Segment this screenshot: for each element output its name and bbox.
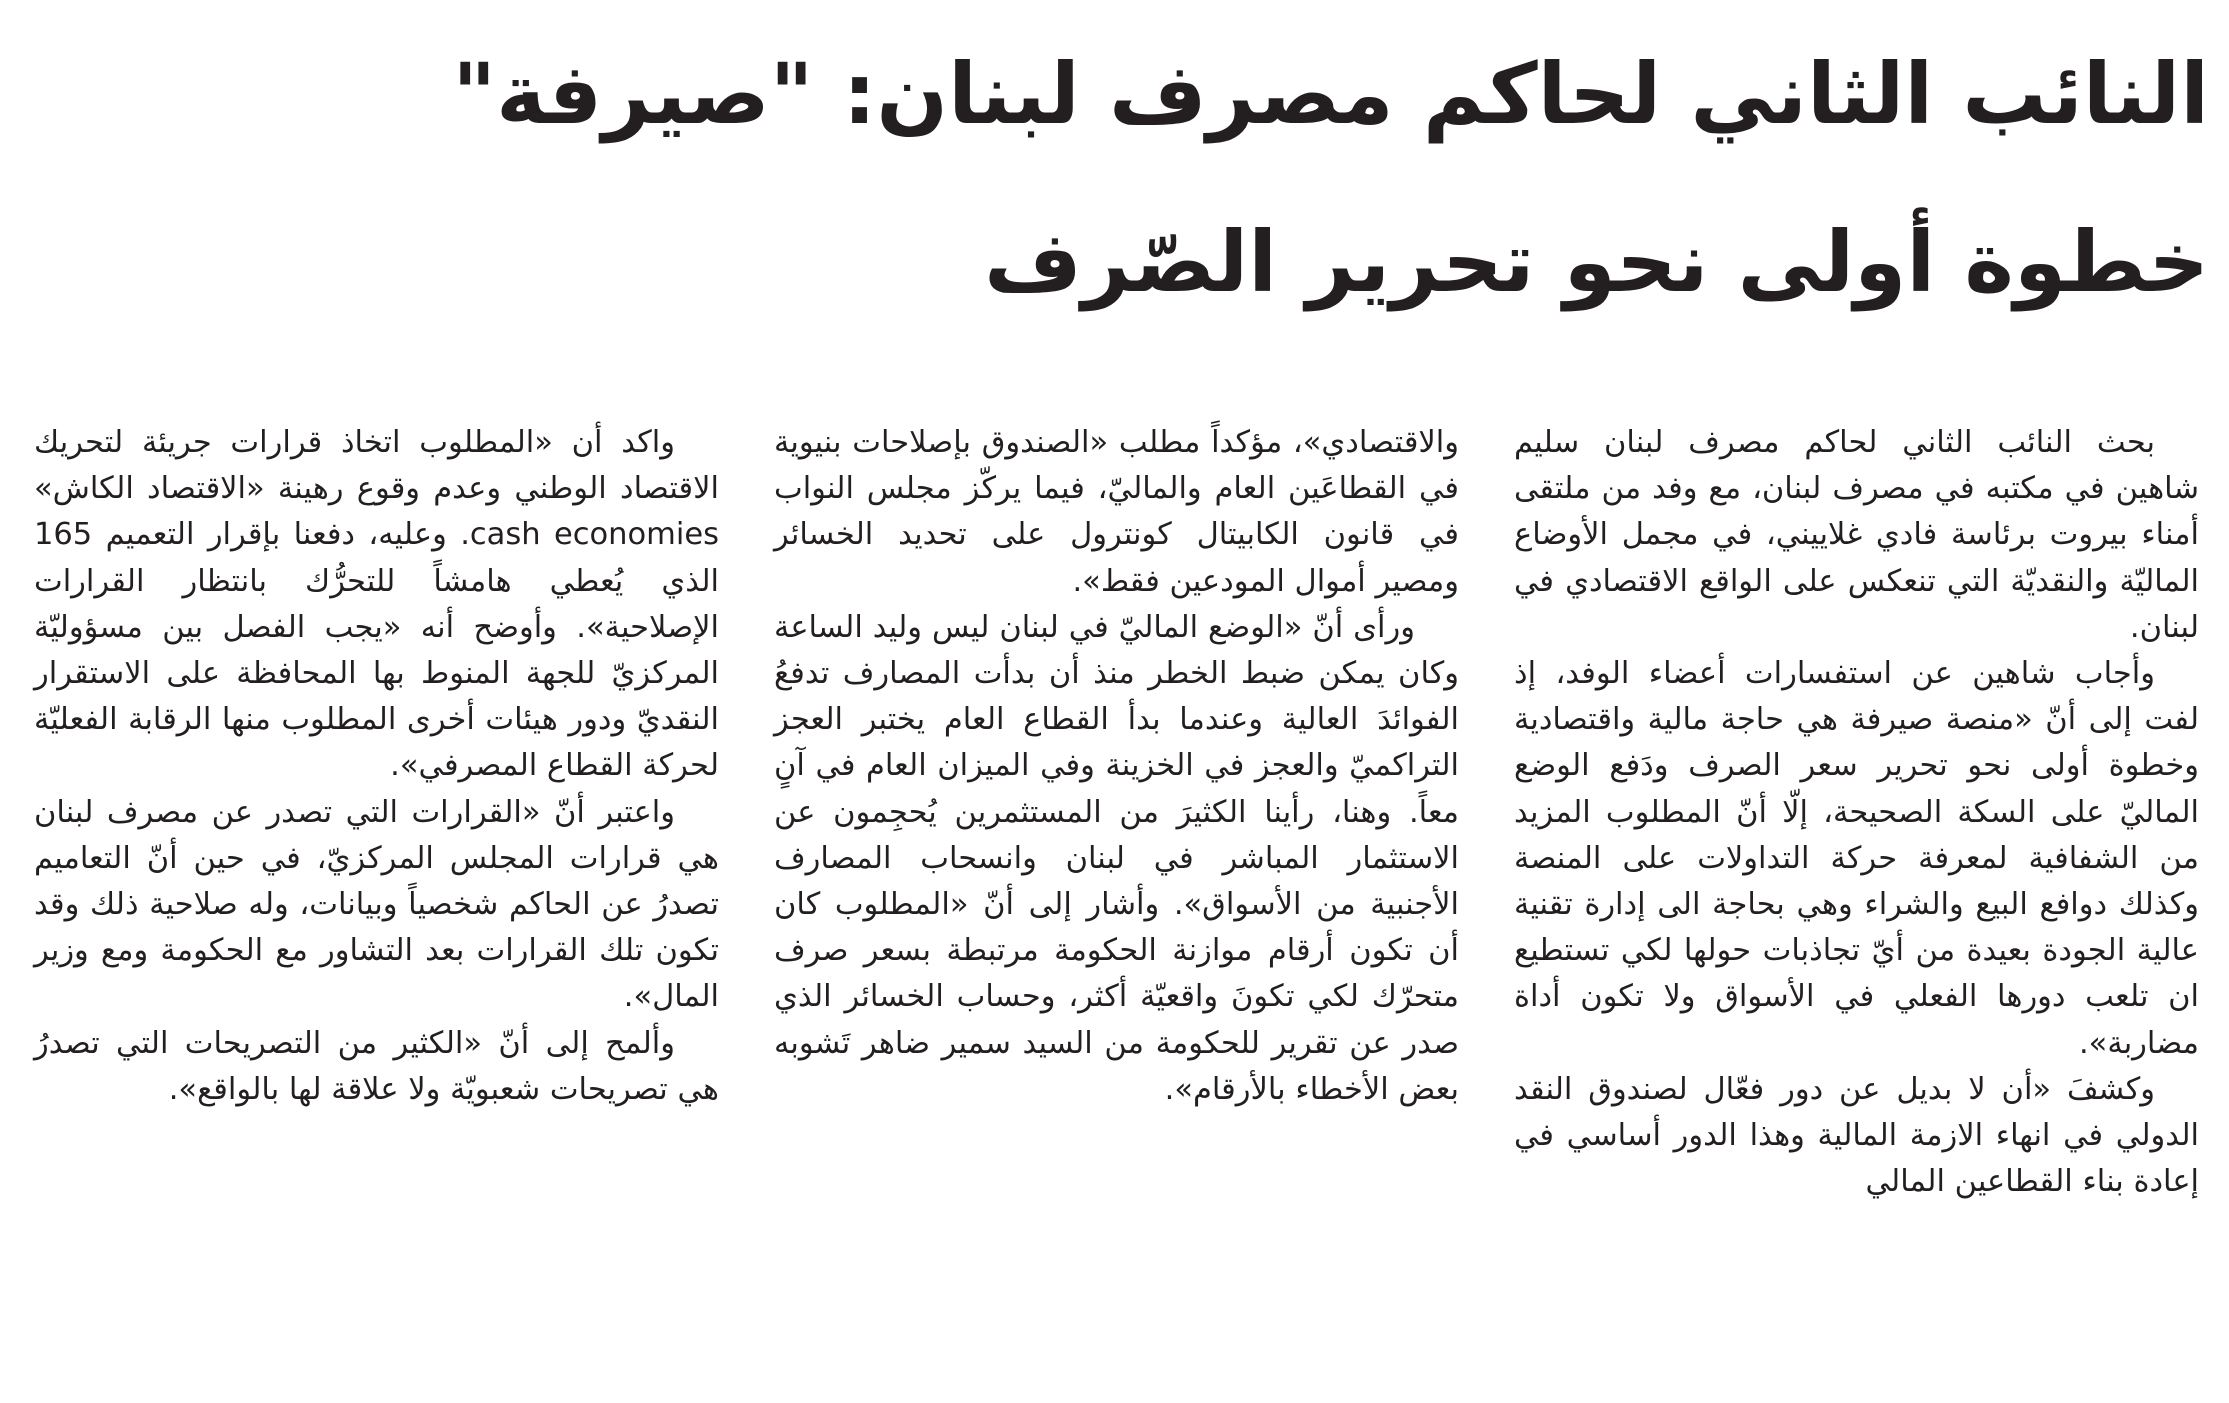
paragraph: واكد أن «المطلوب اتخاذ قرارات جريئة لتحريك الاقتصاد الوطني وعدم وقوع رهينة «الاقتصاد الكاش» cash economies. وعليه، دفعنا بإقرار التعميم 165 الذي يُعطي هامشاً للتحرُّك بانتظار القرارات الإصلاحية». وأوضح أنه «يجب الفصل بين مسؤوليّة المركزيّ للجهة المنوط بها المحافظة على الاستقرار النقديّ ودور هيئات أخرى المطلوب منها الرقابة الفعليّة لحركة القطاع المصرفي». <box>34 425 719 784</box>
body-column-1 <box>1514 420 2199 1205</box>
paragraph: وأجاب شاهين عن استفسارات أعضاء الوفد، إذ لفت إلى أنّ «منصة صيرفة هي حاجة مالية واقتصادية وخطوة أولى نحو تحرير سعر الصرف ودَفع الوضع الماليّ على السكة الصحيحة، إلّا أنّ المطلوب المزيد من الشفافية لمعرفة حركة التداولات على المنصة وكذلك دوافع البيع والشراء وهي بحاجة الى إدارة تقنية عالية الجودة بعيدة من أيّ تجاذبات حولها لكي تستطيع ان تلعب دورها الفعلي في الأسواق ولا تكون أداة مضاربة». <box>1514 656 2199 1061</box>
paragraph: وكشفَ «أن لا بديل عن دور فعّال لصندوق النقد الدولي في انهاء الازمة المالية وهذا الدور أساسي في إعادة بناء القطاعين المالي <box>1514 1071 2199 1200</box>
paragraph: والاقتصادي»، مؤكداً مطلب «الصندوق بإصلاحات بنيوية في القطاعَين العام والماليّ، فيما يركّز مجلس النواب في قانون الكابيتال كونترول على تحديد الخسائر ومصير أموال المودعين فقط». <box>774 425 1459 599</box>
paragraph: واعتبر أنّ «القرارات التي تصدر عن مصرف لبنان هي قرارات المجلس المركزيّ، في حين أنّ التعاميم تصدرُ عن الحاكم شخصياً وبيانات، وله صلاحية ذلك وقد تكون تلك القرارات بعد التشاور مع الحكومة ومع وزير المال». <box>34 794 719 1015</box>
article-body <box>34 420 2199 1380</box>
paragraph: وألمح إلى أنّ «الكثير من التصريحات التي تصدرُ هي تصريحات شعبويّة ولا علاقة لها بالواقع». <box>34 1025 719 1107</box>
body-column-3 <box>34 420 719 1113</box>
body-column-2 <box>774 420 1459 1113</box>
headline-line-1: النائب الثاني لحاكم مصرف لبنان: "صيرفة" <box>452 45 2209 143</box>
paragraph: ورأى أنّ «الوضع الماليّ في لبنان ليس وليد الساعة وكان يمكن ضبط الخطر منذ أن بدأت المصارف تدفعُ الفوائدَ العالية وعندما بدأ القطاع العام يختبر العجز التراكميّ والعجز في الخزينة وفي الميزان العام في آنٍ معاً. وهنا، رأينا الكثيرَ من المستثمرين يُحجِمون عن الاستثمار المباشر في لبنان وانسحاب المصارف الأجنبية من الأسواق». وأشار إلى أنّ «المطلوب كان أن تكون أرقام موازنة الحكومة مرتبطة بسعر صرف متحرّك لكي تكونَ واقعيّة أكثر، وحساب الخسائر الذي صدر عن تقرير للحكومة من السيد سمير ضاهر تَشوبه بعض الأخطاء بالأرقام». <box>774 609 1459 1107</box>
headline-line-2: خطوة أولى نحو تحرير الصّرف <box>984 213 2209 311</box>
headline <box>19 10 2209 346</box>
paragraph: بحث النائب الثاني لحاكم مصرف لبنان سليم شاهين في مكتبه في مصرف لبنان، مع وفد من ملتقى أمناء بيروت برئاسة فادي غلاييني، في مجمل الأوضاع الماليّة والنقديّة التي تنعكس على الواقع الاقتصادي في لبنان. <box>1514 425 2199 645</box>
